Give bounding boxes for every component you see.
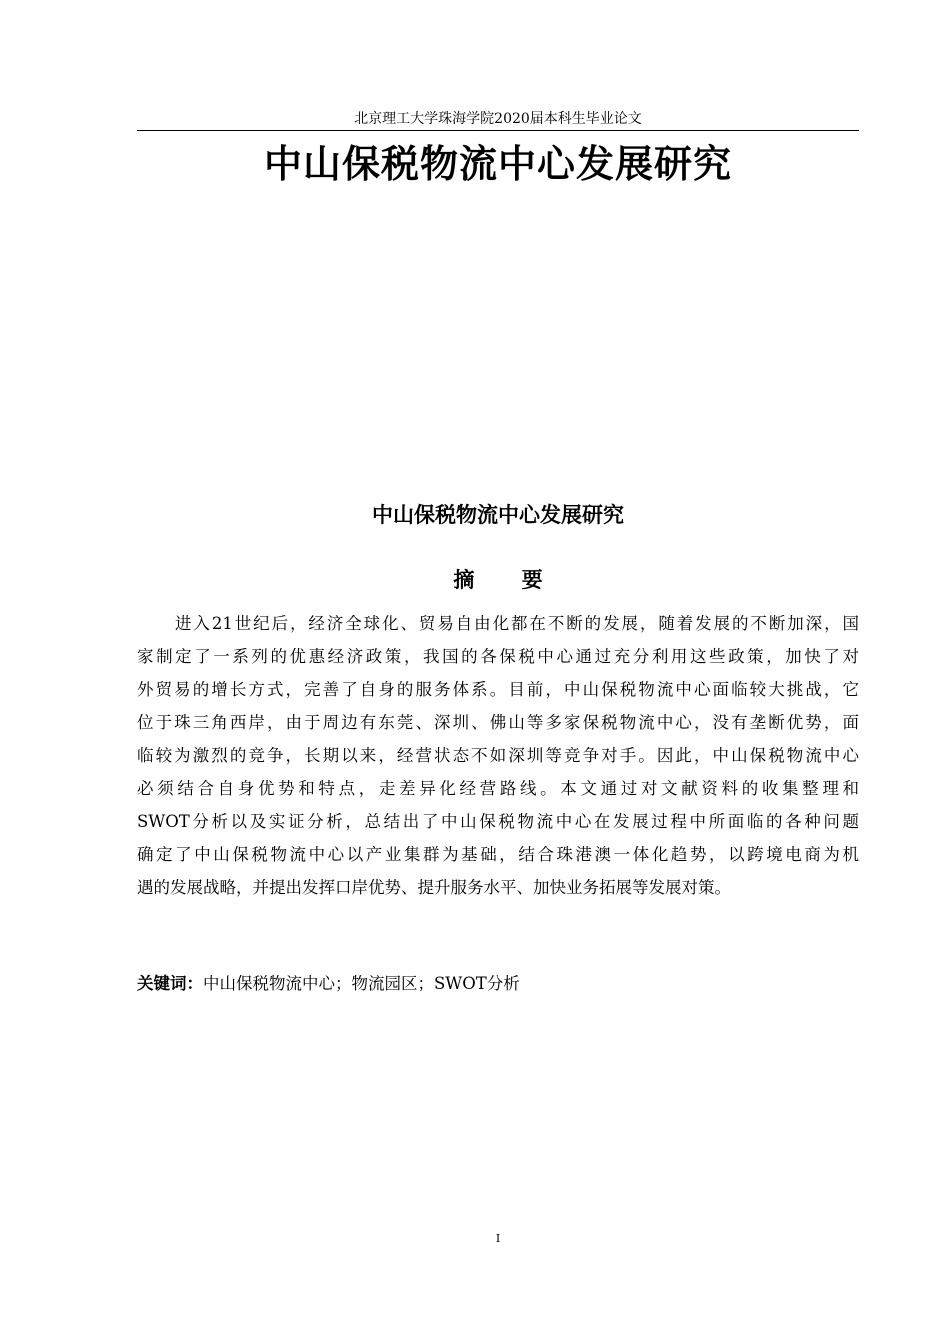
abstract-line: 位于珠三角西岸，由于周边有东莞、深圳、佛山等多家保税物流中心，没有垄断优势，面 (137, 713, 859, 732)
abstract-line: 遇的发展战略，并提出发挥口岸优势、提升服务水平、加快业务拓展等发展对策。 (137, 878, 731, 897)
running-header: 北京理工大学珠海学院2020届本科生毕业论文 (354, 111, 642, 127)
header-rule (137, 130, 859, 131)
abstract-line: 确定了中山保税物流中心以产业集群为基础，结合珠港澳一体化趋势，以跨境电商为机 (137, 845, 859, 864)
thesis-title: 中山保税物流中心发展研究 (263, 142, 732, 186)
abstract-line: 家制定了一系列的优惠经济政策，我国的各保税中心通过充分利用这些政策，加快了对 (137, 647, 859, 666)
keywords-line (137, 970, 859, 998)
abstract-line: 必须结合自身优势和特点，走差异化经营路线。本文通过对文献资料的收集整理和 (137, 779, 859, 798)
abstract-title: 中山保税物流中心发展研究 (372, 503, 624, 527)
abstract-line: 进入21世纪后，经济全球化、贸易自由化都在不断的发展，随着发展的不断加深，国 (175, 614, 859, 633)
abstract-line: SWOT分析以及实证分析，总结出了中山保税物流中心在发展过程中所面临的各种问题 (137, 812, 859, 831)
abstract-line: 外贸易的增长方式，完善了自身的服务体系。目前，中山保税物流中心面临较大挑战，它 (137, 680, 859, 699)
abstract-heading: 摘 要 (453, 568, 563, 592)
abstract-body (137, 607, 859, 904)
abstract-line: 临较为激烈的竞争，长期以来，经营状态不如深圳等竞争对手。因此，中山保税物流中心 (137, 746, 859, 765)
page-number: I (495, 1232, 501, 1245)
keywords-value: 中山保税物流中心；物流园区；SWOT分析 (203, 974, 520, 993)
keywords-label: 关键词： (137, 974, 203, 993)
